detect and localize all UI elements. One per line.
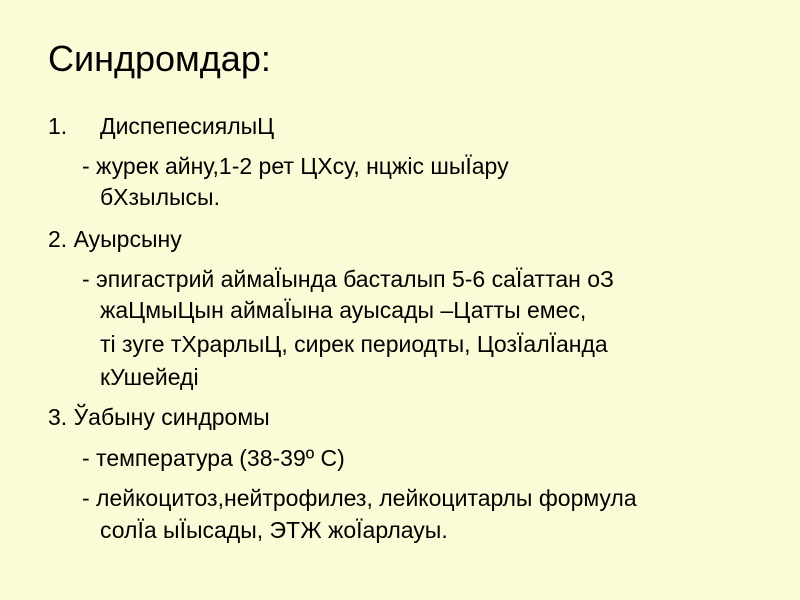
list-item-1-detail-line-2: бХзылысы.: [100, 184, 220, 210]
list-item-2-heading: 2. Ауырсыну: [48, 226, 182, 252]
list-item-2-detail-line-4: кУшейеді: [100, 364, 199, 390]
list-number-1: 1.: [48, 113, 68, 139]
list-item-2-detail-line-2: жаЦмыЦын аймаЇына ауысады –Цатты емес,: [100, 297, 587, 323]
list-item-2-detail-line-3: ті зуге тХрарлыЦ, сирек периодты, ЦозЇалЇанда: [100, 331, 608, 357]
list-item-3-detail-1: - температура (38-39º С): [82, 445, 345, 471]
list-item-1-detail-line-1: - журек айну,1-2 рет ЦХсу, нцжіс шыЇару: [82, 153, 509, 179]
list-item-3-detail-2-line-2: солЇа ыЇысады, ЭТЖ жоЇарлауы.: [100, 517, 448, 543]
slide-title: Синдромдар:: [48, 38, 271, 79]
list-item-1-heading: ДиспепесиялыЦ: [100, 113, 275, 139]
list-item-2-detail-line-1: - эпигастрий аймаЇында басталып 5-6 саЇаттан оЗ: [82, 266, 614, 292]
list-item-3-detail-2-line-1: - лейкоцитоз,нейтрофилез, лейкоцитарлы формула: [82, 485, 637, 511]
list-item-3-heading: 3. Ўабыну синдромы: [48, 404, 270, 430]
